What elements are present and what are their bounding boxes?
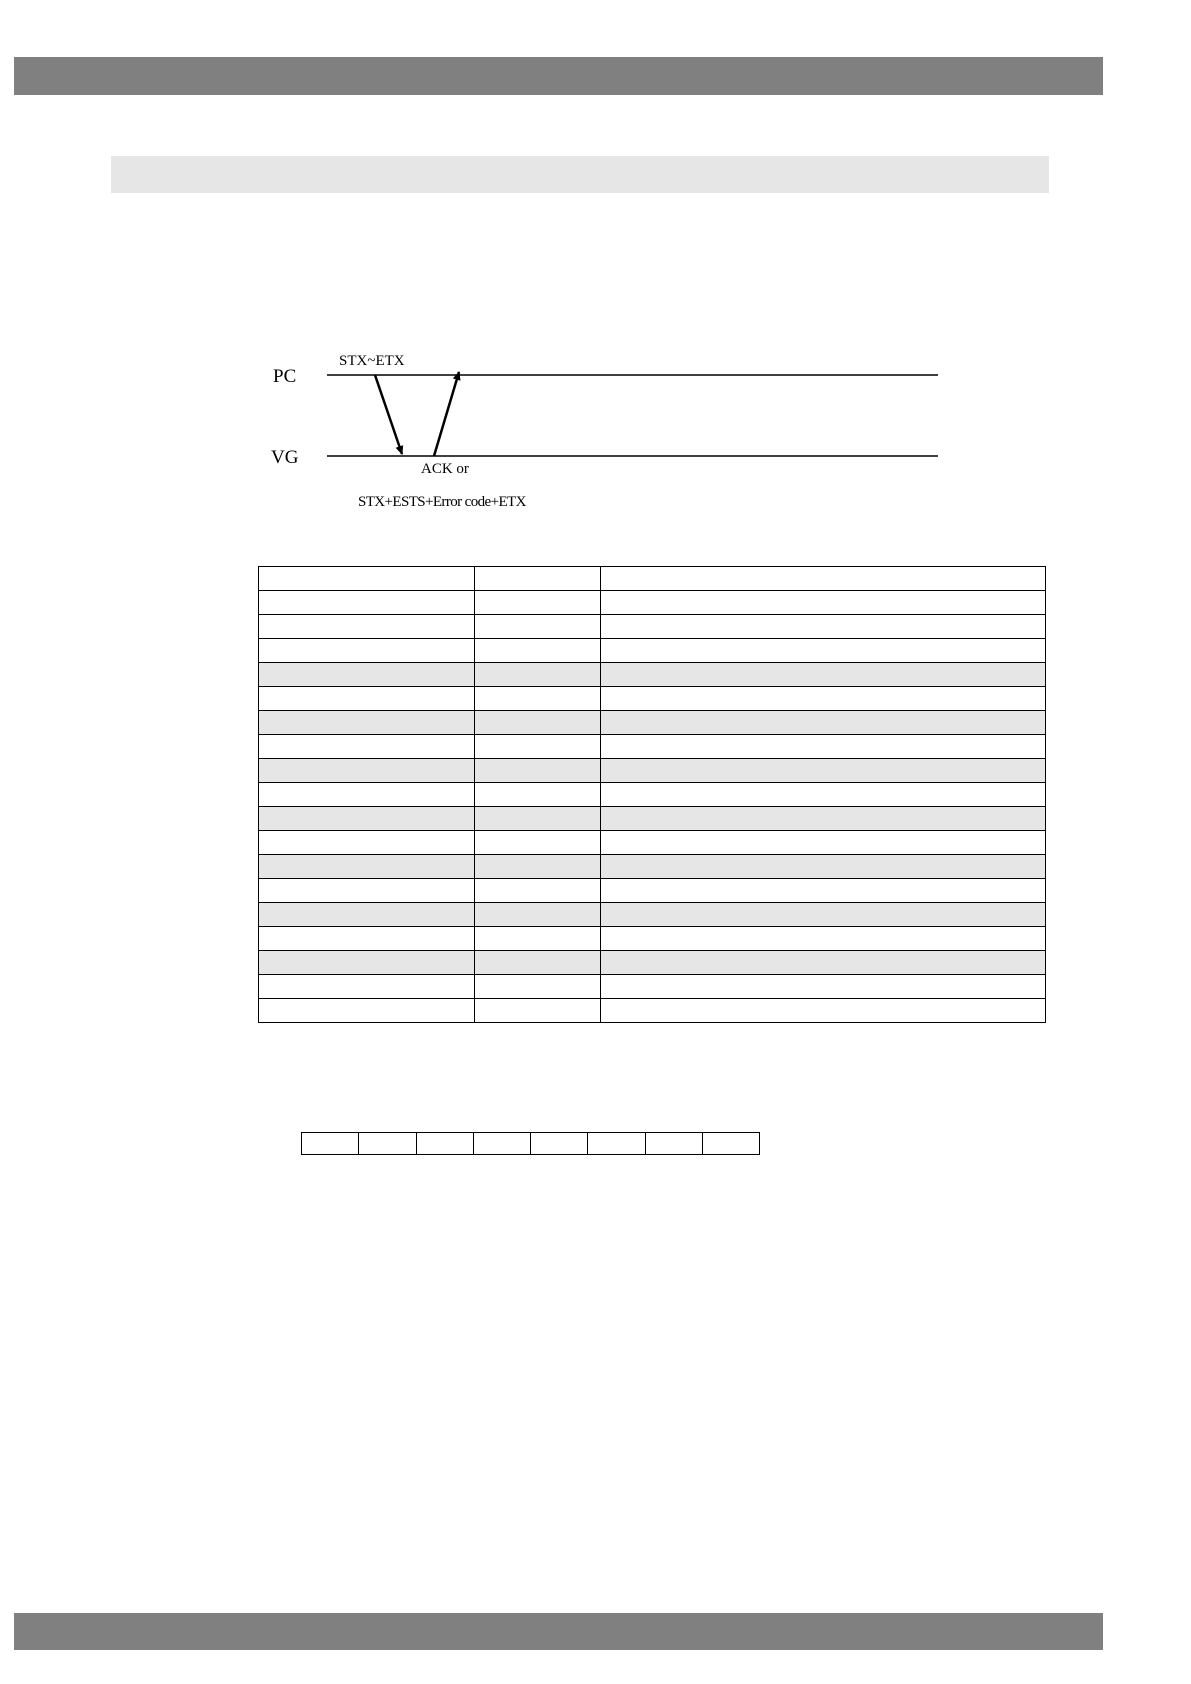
table-cell (259, 879, 475, 903)
error-code-table (258, 566, 1046, 1023)
section-heading-band (111, 156, 1049, 193)
table-row (259, 759, 1046, 783)
table-cell (259, 807, 475, 831)
table-cell (475, 567, 601, 591)
bit-cell (302, 1133, 359, 1155)
table-row (259, 951, 1046, 975)
table-row (259, 615, 1046, 639)
table-row (259, 999, 1046, 1023)
table-row (259, 855, 1046, 879)
table-cell (475, 663, 601, 687)
table-cell (601, 879, 1046, 903)
table-cell (601, 783, 1046, 807)
send-label: STX~ETX (339, 353, 405, 369)
reply-label-error: STX+ESTS+Error code+ETX (358, 494, 526, 510)
bit-cell (359, 1133, 416, 1155)
table-cell (475, 903, 601, 927)
table-cell (259, 663, 475, 687)
table-cell (475, 927, 601, 951)
table-cell (259, 783, 475, 807)
bit-cell (645, 1133, 702, 1155)
table-cell (601, 927, 1046, 951)
table-cell (259, 759, 475, 783)
table-cell (475, 735, 601, 759)
table-row (259, 807, 1046, 831)
table-cell (475, 783, 601, 807)
table-cell (601, 831, 1046, 855)
table-cell (475, 999, 601, 1023)
table-row (259, 879, 1046, 903)
table-cell (601, 615, 1046, 639)
table-cell (601, 711, 1046, 735)
table-cell (259, 951, 475, 975)
table-cell (475, 975, 601, 999)
table-cell (601, 759, 1046, 783)
table-row (259, 639, 1046, 663)
table-cell (601, 567, 1046, 591)
bit-row (302, 1133, 760, 1155)
table-cell (601, 735, 1046, 759)
table-cell (475, 615, 601, 639)
table-cell (259, 615, 475, 639)
table-cell (259, 687, 475, 711)
table-cell (601, 687, 1046, 711)
table-cell (259, 567, 475, 591)
table-cell (601, 855, 1046, 879)
table-cell (601, 951, 1046, 975)
bit-cell (702, 1133, 759, 1155)
table-row (259, 567, 1046, 591)
table-row (259, 663, 1046, 687)
table-row (259, 711, 1046, 735)
table-cell (259, 999, 475, 1023)
header-bar (14, 57, 1103, 95)
table-row (259, 687, 1046, 711)
table-cell (259, 639, 475, 663)
table-cell (259, 855, 475, 879)
table-cell (259, 711, 475, 735)
table-cell (475, 879, 601, 903)
table-row (259, 927, 1046, 951)
table-cell (475, 951, 601, 975)
table-cell (475, 591, 601, 615)
table-cell (475, 711, 601, 735)
bit-cell (473, 1133, 530, 1155)
table-cell (601, 639, 1046, 663)
table-cell (601, 903, 1046, 927)
table-cell (601, 591, 1046, 615)
vg-label: VG (271, 447, 299, 468)
table-cell (601, 663, 1046, 687)
table-cell (259, 903, 475, 927)
table-cell (601, 975, 1046, 999)
table-row (259, 735, 1046, 759)
table-cell (475, 639, 601, 663)
table-cell (259, 831, 475, 855)
bit-field-table (301, 1132, 760, 1155)
table-cell (475, 855, 601, 879)
table-cell (601, 807, 1046, 831)
table-cell (601, 999, 1046, 1023)
table-row (259, 975, 1046, 999)
footer-bar (14, 1613, 1103, 1650)
table-cell (475, 831, 601, 855)
table-row (259, 591, 1046, 615)
table-row (259, 903, 1046, 927)
table-cell (259, 975, 475, 999)
bit-cell (416, 1133, 473, 1155)
pc-label: PC (273, 366, 297, 387)
table-cell (259, 735, 475, 759)
bit-cell (588, 1133, 645, 1155)
send-arrow (375, 375, 402, 454)
table-row (259, 783, 1046, 807)
reply-arrow (434, 372, 459, 456)
bit-cell (531, 1133, 588, 1155)
table-cell (259, 927, 475, 951)
table-cell (475, 687, 601, 711)
table-cell (475, 759, 601, 783)
table-cell (475, 807, 601, 831)
reply-label-ack: ACK or (421, 461, 469, 477)
table-cell (259, 591, 475, 615)
table-row (259, 831, 1046, 855)
